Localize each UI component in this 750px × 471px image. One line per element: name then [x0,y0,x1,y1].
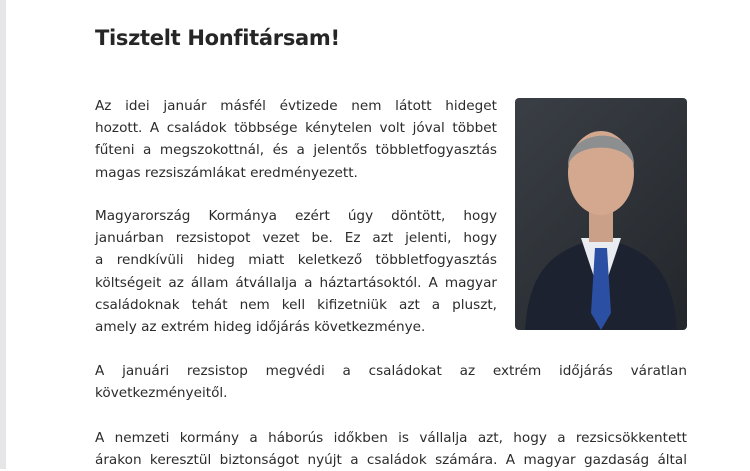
text-line: családoknak tehát nem kell kifizetniük azt a pluszt, [95,296,497,313]
text-line: A nemzeti kormány a háborús időkben is vállalja azt, hogy a rezsicsökkentett [95,430,687,446]
text-line: januárban rezsistopot vezet be. Ez azt jelenti, hogy [95,230,497,247]
letter-salutation: Tisztelt Honfitársam! [95,26,340,50]
paragraph-2 [95,205,497,338]
portrait-photo [515,98,687,330]
text-line: Magyarország Kormánya ezért úgy döntött, hogy [95,208,497,224]
portrait-illustration [515,98,687,330]
text-line: fűteni a megszokottnál, és a jelentős többletfogyasztás [95,142,497,159]
text-line: költségeit az állam átvállalja a háztartásoktól. A magyar [95,274,497,291]
text-line: árakon keresztül biztonságot nyújt a családok számára. A magyar gazdaság által [95,452,687,469]
paragraph-4 [95,427,687,471]
text-line: a rendkívüli hideg miatt keletkező többletfogyasztás [95,252,497,269]
text-line: magas rezsiszámlákat eredményezett. [95,164,358,181]
text-line: amely az extrém hideg időjárás következménye. [95,319,426,336]
text-line: hozott. A családok többsége kénytelen volt jóval többet [95,120,497,137]
text-line: következményeitől. [95,385,228,402]
paragraph-1 [95,95,497,184]
text-line: Az idei január másfél évtizede nem látott hideget [95,98,497,114]
page-edge [0,0,6,469]
paragraph-3 [95,360,687,404]
text-line: A januári rezsistop megvédi a családokat az extrém időjárás váratlan [95,363,687,379]
